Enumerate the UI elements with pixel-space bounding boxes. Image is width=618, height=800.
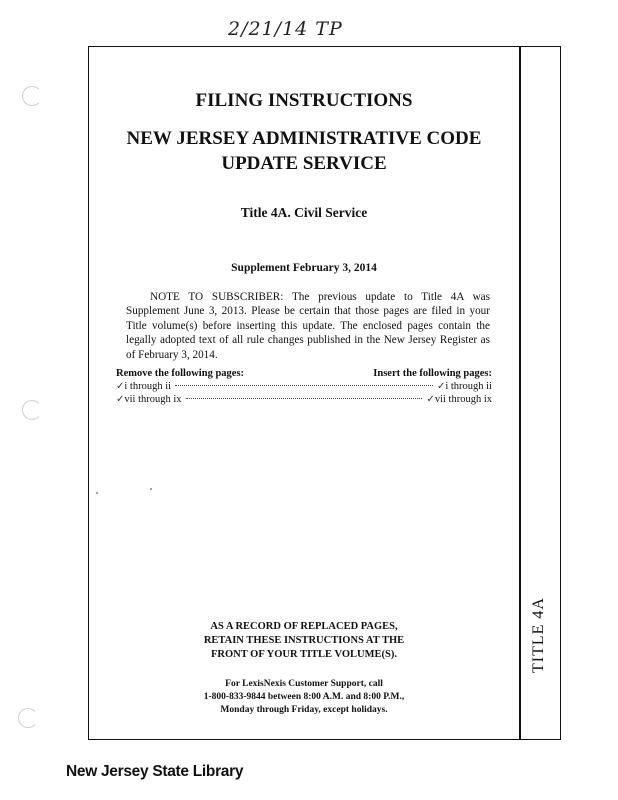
code-heading-line2: UPDATE SERVICE	[221, 153, 387, 174]
dot-leader	[186, 398, 423, 399]
title-name: Title 4A. Civil Service	[240, 205, 368, 220]
checkmark-icon: ✓	[116, 381, 125, 392]
record-line-2: RETAIN THESE INSTRUCTIONS AT THE	[203, 635, 405, 646]
library-footer: New Jersey State Library	[66, 763, 244, 780]
punch-hole-bottom	[18, 708, 38, 728]
customer-support-info	[90, 678, 518, 717]
code-heading-line1: NEW JERSEY ADMINISTRATIVE CODE	[126, 128, 482, 149]
scan-speck	[96, 492, 98, 494]
checkmark-icon: ✓	[436, 381, 446, 392]
checkmark-icon: ✓	[426, 394, 435, 405]
supplement-date: Supplement February 3, 2014	[231, 262, 377, 274]
support-line-1: For LexisNexis Customer Support, call	[225, 679, 383, 689]
record-line-3: FRONT OF YOUR TITLE VOLUME(S).	[211, 649, 397, 660]
scan-speck	[150, 488, 152, 490]
insert-header: Insert the following pages:	[373, 368, 492, 379]
handwritten-date-note: 2/21/14 TP	[228, 18, 343, 40]
record-line-1: AS A RECORD OF REPLACED PAGES,	[210, 621, 398, 632]
insert-pages: i through ii	[445, 381, 492, 392]
dot-leader	[175, 385, 433, 386]
code-update-heading	[90, 126, 518, 176]
punch-hole-top	[22, 86, 42, 106]
remove-pages: i through ii	[124, 381, 172, 392]
table-header	[116, 368, 492, 379]
checkmark-icon: ✓	[116, 394, 125, 405]
table-row	[116, 380, 492, 393]
record-instructions	[90, 620, 518, 662]
title-tab	[520, 560, 558, 710]
title-tab-label: TITLE 4A	[530, 597, 548, 673]
remove-pages: vii through ix	[124, 394, 182, 405]
support-line-3: Monday through Friday, except holidays.	[220, 705, 388, 715]
punch-hole-middle	[22, 400, 42, 420]
filing-instructions-heading: FILING INSTRUCTIONS	[195, 90, 413, 111]
page-replacement-table	[116, 368, 492, 406]
insert-pages: vii through ix	[434, 394, 492, 405]
subscriber-note: NOTE TO SUBSCRIBER: The previous update to Title 4A was Supplement June 3, 2013. Please be certain that those pages are filed in your Title volume(s) before inserting this update. The enclosed pages contain the legally adopted text of all rule changes published in the New Jersey Register as of February 3, 2014.	[126, 291, 490, 361]
remove-header: Remove the following pages:	[116, 368, 245, 379]
table-row	[116, 393, 492, 406]
support-line-2: 1-800-833-9844 between 8:00 A.M. and 8:00 P.M.,	[203, 692, 405, 702]
